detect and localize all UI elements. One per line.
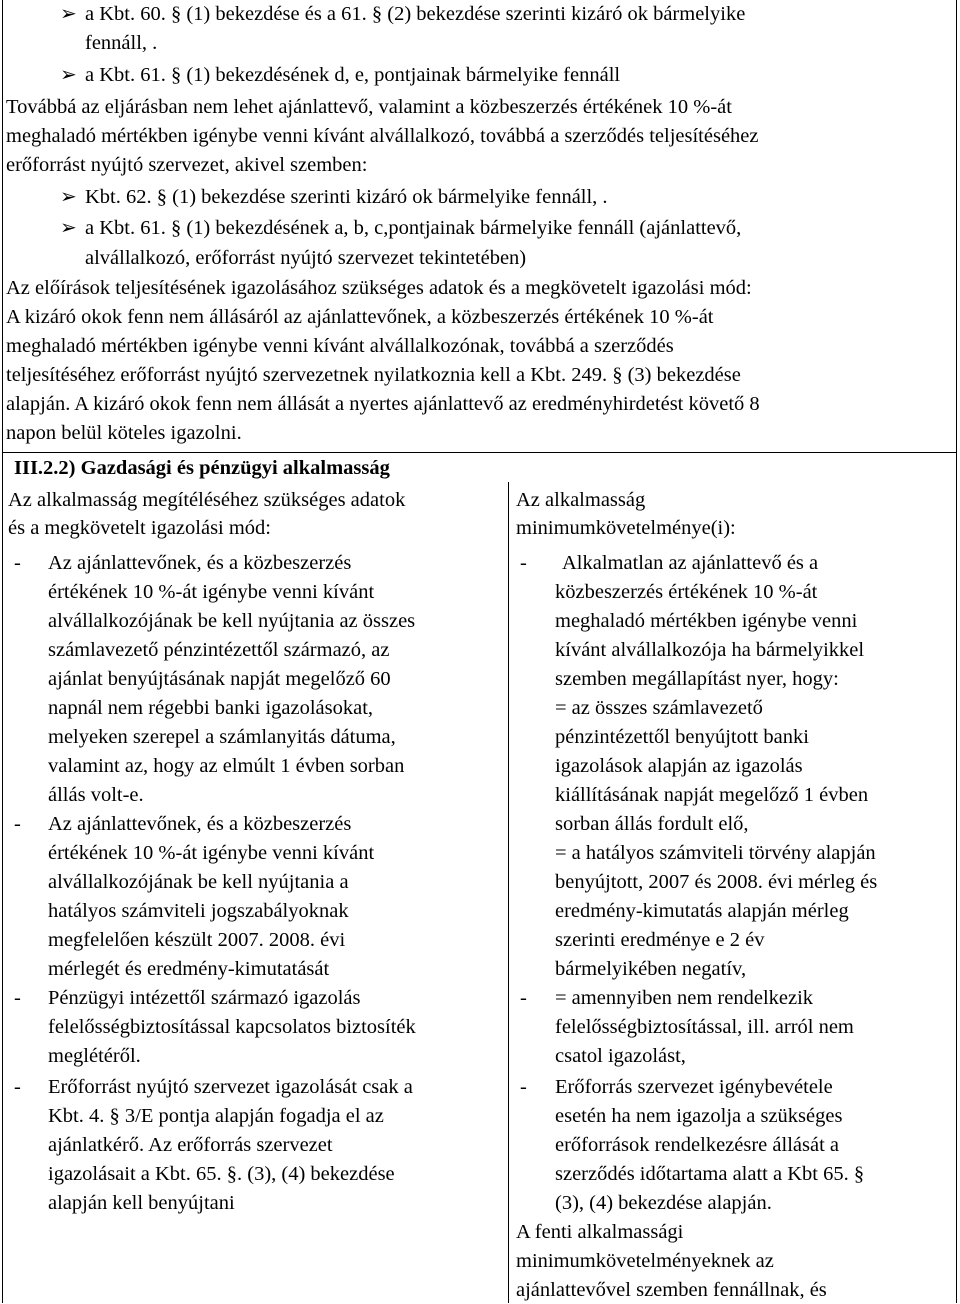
paragraph-text: napon belül köteles igazolni. <box>6 422 242 444</box>
paragraph-text: teljesítéséhez erőforrást nyújtó szervezetnek nyilatkoznia kell a Kbt. 249. § (3) bekezdése <box>6 364 741 386</box>
list-dash: - <box>520 1076 527 1098</box>
right-column-header: Az alkalmasság <box>516 489 646 511</box>
list-item: értékének 10 %-át igénybe venni kívánt <box>48 581 375 603</box>
list-dash: - <box>14 552 21 574</box>
bullet-text: fennáll, . <box>85 32 158 54</box>
paragraph-text: meghaladó mértékben igénybe venni kívánt alvállalkozónak, továbbá a szerződés <box>6 335 674 357</box>
paragraph-text: Továbbá az eljárásban nem lehet ajánlattevő, valamint a közbeszerzés értékének 10 %-át <box>6 96 732 118</box>
arrow-bullet-icon: ➢ <box>60 3 77 25</box>
list-item: alapján kell benyújtani <box>48 1192 235 1214</box>
list-item: alvállalkozójának be kell nyújtania a <box>48 871 349 893</box>
bullet-text: a Kbt. 60. § (1) bekezdése és a 61. § (2) bekezdése szerinti kizáró ok bármelyike <box>85 3 746 25</box>
list-item: napnál nem régebbi banki igazolásokat, <box>48 697 374 719</box>
list-item: felelősségbiztosítással, ill. arról nem <box>555 1016 854 1038</box>
list-item: Pénzügyi intézettől származó igazolás <box>48 987 361 1009</box>
left-column-header: és a megkövetelt igazolási mód: <box>8 517 272 539</box>
list-dash: - <box>520 552 527 574</box>
list-item: sorban állás fordult elő, <box>555 813 749 835</box>
list-item: kiállításának napját megelőző 1 évben <box>555 784 869 806</box>
right-column-header: minimumkövetelménye(i): <box>516 517 736 539</box>
list-item: ajánlatkérő. Az erőforrás szervezet <box>48 1134 333 1156</box>
arrow-bullet-icon: ➢ <box>60 217 77 239</box>
closing-text: A fenti alkalmassági <box>516 1221 684 1243</box>
list-item: Az ajánlattevőnek, és a közbeszerzés <box>48 813 352 835</box>
list-item: számlavezető pénzintézettől származó, az <box>48 639 390 661</box>
list-item: = amennyiben nem rendelkezik <box>555 987 814 1009</box>
paragraph-text: meghaladó mértékben igénybe venni kívánt alvállalkozó, továbbá a szerződés teljesítéséhez <box>6 125 759 147</box>
list-item: eredmény-kimutatás alapján mérleg <box>555 900 849 922</box>
bullet-text: Kbt. 62. § (1) bekezdése szerinti kizáró ok bármelyike fennáll, . <box>85 186 608 208</box>
list-item: közbeszerzés értékének 10 %-át <box>555 581 818 603</box>
list-item: alvállalkozójának be kell nyújtania az összes <box>48 610 416 632</box>
list-item: szerinti eredménye e 2 év <box>555 929 765 951</box>
paragraph-text: Az előírások teljesítésének igazolásához szükséges adatok és a megkövetelt igazolási mód: <box>6 277 752 299</box>
list-item: állás volt-e. <box>48 784 144 806</box>
list-dash: - <box>14 987 21 1009</box>
list-item: Kbt. 4. § 3/E pontja alapján fogadja el az <box>48 1105 384 1127</box>
list-item: bármelyikében negatív, <box>555 958 747 980</box>
list-item: igazolások alapján az igazolás <box>555 755 803 777</box>
paragraph-text: alapján. A kizáró okok fenn nem állását a nyertes ajánlattevő az eredményhirdetést követő 8 <box>6 393 760 415</box>
list-item: Erőforrás szervezet igénybevétele <box>555 1076 833 1098</box>
list-item: Az ajánlattevőnek, és a közbeszerzés <box>48 552 352 574</box>
list-item: szerződés időtartama alatt a Kbt 65. § <box>555 1163 865 1185</box>
list-item: erőforrások rendelkezésre állását a <box>555 1134 839 1156</box>
list-item: hatályos számviteli jogszabályoknak <box>48 900 349 922</box>
list-item: esetén ha nem igazolja a szükséges <box>555 1105 843 1127</box>
list-item: igazolásait a Kbt. 65. §. (3), (4) bekezdése <box>48 1163 395 1185</box>
list-item: felelősségbiztosítással kapcsolatos biztosíték <box>48 1016 416 1038</box>
left-column-header: Az alkalmasság megítéléséhez szükséges adatok <box>8 489 406 511</box>
list-item: Alkalmatlan az ajánlattevő és a <box>562 552 819 574</box>
list-item: (3), (4) bekezdése alapján. <box>555 1192 772 1214</box>
list-item: pénzintézettől benyújtott banki <box>555 726 809 748</box>
list-item: meglétéről. <box>48 1045 141 1067</box>
closing-text: ajánlattevővel szemben fennállnak, és <box>516 1279 827 1301</box>
left-border <box>2 0 3 1303</box>
list-item: ajánlat benyújtásának napját megelőző 60 <box>48 668 391 690</box>
list-item: Erőforrást nyújtó szervezet igazolását csak a <box>48 1076 413 1098</box>
arrow-bullet-icon: ➢ <box>60 64 77 86</box>
section-divider <box>2 452 957 453</box>
list-item: kívánt alvállalkozója ha bármelyikkel <box>555 639 865 661</box>
column-divider <box>508 482 509 1303</box>
section-heading: III.2.2) Gazdasági és pénzügyi alkalmasság <box>14 457 390 479</box>
closing-text: minimumkövetelményeknek az <box>516 1250 774 1272</box>
list-item: csatol igazolást, <box>555 1045 686 1067</box>
list-item: szemben megállapítást nyer, hogy: <box>555 668 839 690</box>
list-dash: - <box>14 1076 21 1098</box>
bullet-text: a Kbt. 61. § (1) bekezdésének d, e, pontjainak bármelyike fennáll <box>85 64 621 86</box>
paragraph-text: A kizáró okok fenn nem állásáról az ajánlattevőnek, a közbeszerzés értékének 10 %-át <box>6 306 714 328</box>
right-border <box>956 0 957 1303</box>
paragraph-text: erőforrást nyújtó szervezet, akivel szemben: <box>6 154 368 176</box>
list-item: = a hatályos számviteli törvény alapján <box>555 842 876 864</box>
list-dash: - <box>14 813 21 835</box>
list-item: mérlegét és eredmény-kimutatását <box>48 958 330 980</box>
list-dash: - <box>520 987 527 1009</box>
list-item: valamint az, hogy az elmúlt 1 évben sorban <box>48 755 405 777</box>
list-item: melyeken szerepel a számlanyitás dátuma, <box>48 726 396 748</box>
list-item: értékének 10 %-át igénybe venni kívánt <box>48 842 375 864</box>
list-item: megfelelően készült 2007. 2008. évi <box>48 929 346 951</box>
bullet-text: alvállalkozó, erőforrást nyújtó szervezet tekintetében) <box>85 247 527 269</box>
list-item: = az összes számlavezető <box>555 697 763 719</box>
list-item: benyújtott, 2007 és 2008. évi mérleg és <box>555 871 878 893</box>
arrow-bullet-icon: ➢ <box>60 186 77 208</box>
bullet-text: a Kbt. 61. § (1) bekezdésének a, b, c,pontjainak bármelyike fennáll (ajánlattevő, <box>85 217 742 239</box>
list-item: meghaladó mértékben igénybe venni <box>555 610 858 632</box>
